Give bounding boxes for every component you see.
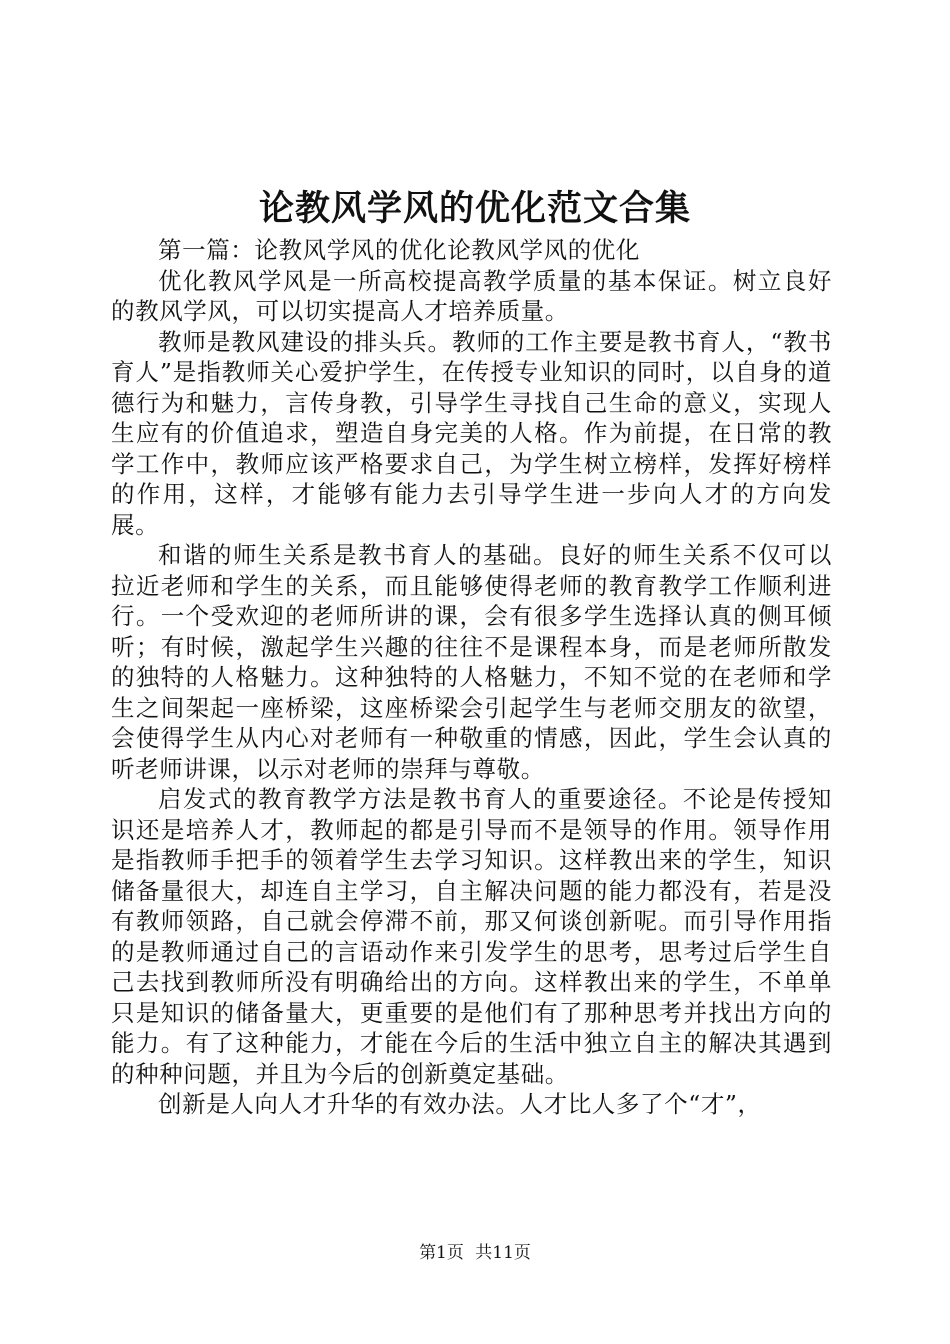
document-body [111, 235, 832, 1120]
paragraph: 教师是教风建设的排头兵。教师的工作主要是教书育人，“教书育人”是指教师关心爱护学生，在传授专业知识的同时，以自身的道德行为和魅力，言传身教，引导学生寻找自己生命的意义，实现人生应有的价值追求，塑造自身完美的人格。作为前提，在日常的教学工作中，教师应该严格要求自己，为学生树立榜样，发挥好榜样的作用，这样，才能够有能力去引导学生进一步向人才的方向发展。 [111, 327, 832, 539]
paragraph: 优化教风学风是一所高校提高教学质量的基本保证。树立良好的教风学风，可以切实提高人才培养质量。 [111, 266, 832, 325]
document-title: 论教风学风的优化范文合集 [258, 188, 691, 229]
page-total: 共11页 [475, 1243, 531, 1263]
page-footer [0, 1242, 950, 1264]
paragraph: 启发式的教育教学方法是教书育人的重要途径。不论是传授知识还是培养人才，教师起的都是引导而不是领导的作用。领导作用是指教师手把手的领着学生去学习知识。这样教出来的学生，知识储备量很大，却连自主学习，自主解决问题的能力都没有，若是没有教师领路，自己就会停滞不前，那又何谈创新呢。而引导作用指的是教师通过自己的言语动作来引发学生的思考，思考过后学生自己去找到教师所没有明确给出的方向。这样教出来的学生，不单单只是知识的储备量大，更重要的是他们有了那种思考并找出方向的能力。有了这种能力，才能在今后的生活中独立自主的解决其遇到的种种问题，并且为今后的创新奠定基础。 [111, 785, 832, 1088]
paragraph: 创新是人向人才升华的有效办法。人才比人多了个“才”， [158, 1090, 762, 1118]
page-number: 第1页 [419, 1243, 464, 1263]
paragraph: 第一篇：论教风学风的优化论教风学风的优化 [158, 236, 640, 264]
paragraph: 和谐的师生关系是教书育人的基础。良好的师生关系不仅可以拉近老师和学生的关系，而且能够使得老师的教育教学工作顺利进行。一个受欢迎的老师所讲的课，会有很多学生选择认真的侧耳倾听；有时候，激起学生兴趣的往往不是课程本身，而是老师所散发的独特的人格魅力。这种独特的人格魅力，不知不觉的在老师和学生之间架起一座桥梁，这座桥梁会引起学生与老师交朋友的欲望，会使得学生从内心对老师有一种敬重的情感，因此，学生会认真的听老师讲课，以示对老师的崇拜与尊敬。 [111, 541, 832, 783]
